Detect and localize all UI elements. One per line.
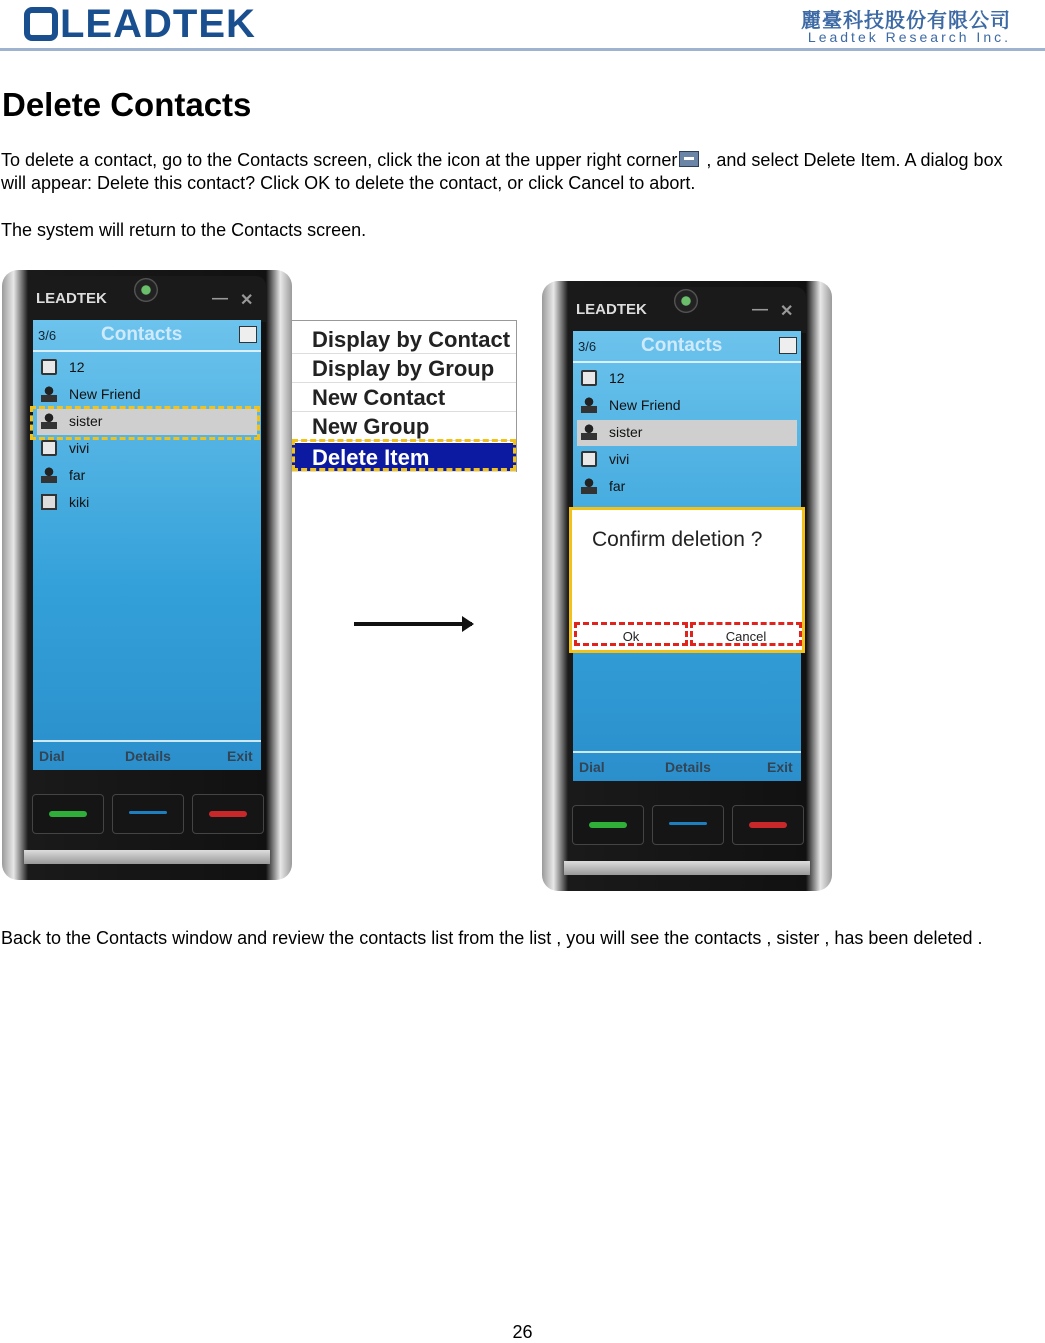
center-button[interactable] [652, 805, 724, 845]
camera-icon [134, 278, 158, 302]
phone-icon [581, 451, 597, 467]
person-icon [41, 467, 57, 483]
page-number: 26 [512, 1322, 533, 1342]
menu-icon [679, 151, 699, 167]
end-call-icon [209, 811, 247, 817]
phone-brand: LEADTEK [576, 301, 647, 318]
softkey-details[interactable]: Details [125, 748, 171, 764]
camera-icon [674, 289, 698, 313]
person-icon [581, 397, 597, 413]
contact-row[interactable] [577, 447, 797, 473]
screen-header [33, 320, 261, 352]
softkey-exit[interactable]: Exit [227, 748, 253, 764]
intro-text-after: , and select Delete Item. A dialog box will appear: Delete this contact? Click OK to delete the contact, or click Cancel to abort. [1, 150, 1003, 193]
delete-item-highlight [292, 439, 516, 471]
intro-text-before: To delete a contact, go to the Contacts screen, click the icon at the upper right corner [1, 150, 678, 170]
phone-icon [41, 440, 57, 456]
contact-row[interactable] [37, 382, 257, 408]
phone-screenshot-right [542, 281, 832, 891]
center-button[interactable] [112, 794, 184, 834]
header-divider [0, 48, 1045, 51]
menu-item-display-by-contact[interactable]: Display by Contact [292, 325, 516, 354]
menu-item-new-group[interactable]: New Group [292, 412, 516, 441]
call-icon [589, 822, 627, 828]
screen-title: Contacts [641, 335, 723, 356]
softkey-dial[interactable]: Dial [39, 748, 65, 764]
menu-icon[interactable] [239, 326, 257, 343]
menu-icon[interactable] [779, 337, 797, 354]
company-name-en: Leadtek Research Inc. [807, 29, 1011, 45]
logo-text: LEADTEK [60, 2, 256, 46]
screen-title: Contacts [101, 324, 183, 345]
contacts-screen [33, 320, 261, 770]
menu-item-delete-item[interactable]: Delete Item [292, 443, 516, 472]
contact-counter: 3/6 [38, 328, 57, 343]
minimize-icon[interactable]: — [212, 290, 228, 307]
end-call-button[interactable] [732, 805, 804, 845]
intro-paragraph [1, 149, 1031, 195]
contact-name: 12 [609, 370, 625, 386]
contacts-screen [573, 331, 801, 781]
selection-highlight [30, 406, 260, 440]
closing-paragraph: Back to the Contacts window and review the contacts list from the list , you will see the contacts , sister , has been deleted . [1, 928, 983, 948]
contact-row[interactable] [37, 490, 257, 516]
end-call-icon [749, 822, 787, 828]
contact-name: vivi [69, 440, 90, 456]
center-icon [129, 811, 167, 814]
leadtek-logo [24, 2, 256, 46]
softkey-bar [33, 740, 261, 770]
close-icon[interactable]: ✕ [240, 292, 254, 309]
person-icon [581, 478, 597, 494]
close-icon[interactable]: ✕ [780, 303, 794, 320]
dialog-question: Confirm deletion ? [592, 528, 763, 551]
softkey-exit[interactable]: Exit [767, 759, 793, 775]
screen-header [573, 331, 801, 363]
phone-icon [41, 359, 57, 375]
contact-row[interactable] [37, 463, 257, 489]
contact-counter: 3/6 [578, 339, 597, 354]
page-title: Delete Contacts [2, 86, 252, 123]
contact-name: kiki [69, 494, 90, 510]
arrow-icon [354, 622, 472, 626]
confirm-dialog [569, 507, 805, 653]
phone-base [24, 850, 270, 864]
contact-name: sister [609, 424, 643, 440]
phone-screenshot-left [2, 270, 292, 880]
contact-row-selected[interactable] [577, 420, 797, 446]
menu-item-new-contact[interactable]: New Contact [292, 383, 516, 412]
keypad [32, 788, 262, 842]
contact-name: New Friend [609, 397, 681, 413]
phone-base [564, 861, 810, 875]
softkey-details[interactable]: Details [665, 759, 711, 775]
phone-brand: LEADTEK [36, 290, 107, 307]
logo-mark-icon [24, 7, 58, 41]
ok-button[interactable]: Ok [574, 622, 688, 646]
softkey-dial[interactable]: Dial [579, 759, 605, 775]
contact-row[interactable] [577, 393, 797, 419]
phone-titlebar [568, 287, 806, 333]
phone-titlebar [28, 276, 266, 322]
contact-name: 12 [69, 359, 85, 375]
minimize-icon[interactable]: — [752, 301, 768, 318]
contact-name: far [69, 467, 86, 483]
contact-row[interactable] [577, 366, 797, 392]
contact-row[interactable] [37, 355, 257, 381]
person-icon [581, 424, 597, 440]
phone-icon [581, 370, 597, 386]
card-icon [41, 494, 57, 510]
contact-name: New Friend [69, 386, 141, 402]
center-icon [669, 822, 707, 825]
person-icon [41, 386, 57, 402]
contact-name: vivi [609, 451, 630, 467]
call-button[interactable] [572, 805, 644, 845]
end-call-button[interactable] [192, 794, 264, 834]
keypad [572, 799, 802, 853]
contact-row[interactable] [577, 474, 797, 500]
cancel-button[interactable]: Cancel [690, 622, 802, 646]
company-name-cn: 麗臺科技股份有限公司 [801, 8, 1011, 32]
contact-name: sister [69, 413, 103, 429]
context-menu [291, 320, 517, 472]
softkey-bar [573, 751, 801, 781]
call-button[interactable] [32, 794, 104, 834]
return-paragraph: The system will return to the Contacts screen. [1, 220, 367, 240]
contact-name: far [609, 478, 626, 494]
menu-item-display-by-group[interactable]: Display by Group [292, 354, 516, 383]
call-icon [49, 811, 87, 817]
